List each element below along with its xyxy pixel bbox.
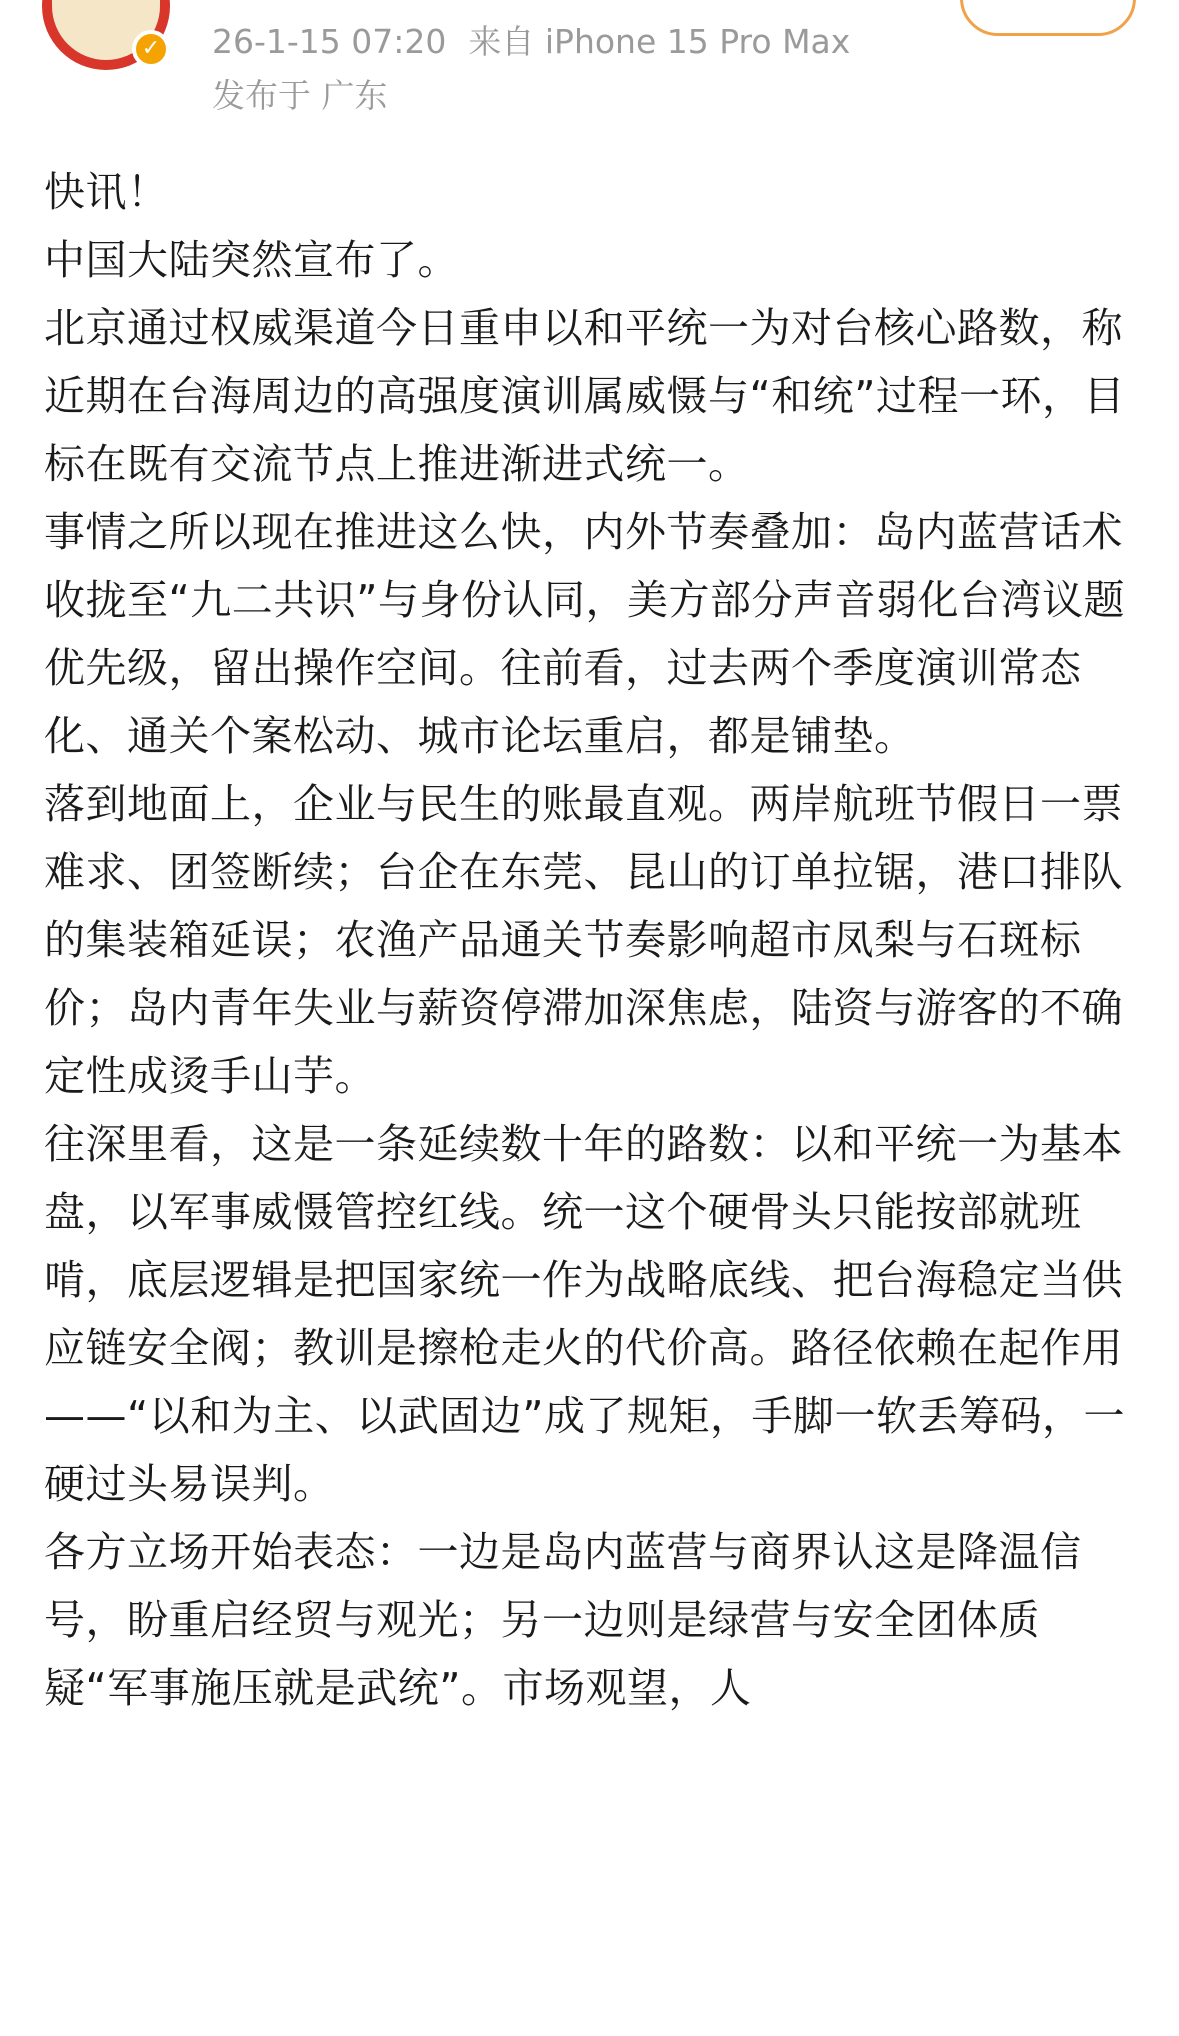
post-source: 来自 iPhone 15 Pro Max [468, 22, 851, 61]
post-paragraph: 往深里看，这是一条延续数十年的路数：以和平统一为基本盘，以军事威慑管控红线。统一这个硬骨头只能按部就班啃，底层逻辑是把国家统一作为战略底线、把台海稳定当供应链安全阀；教训是擦枪走火的代价高。路径依赖在起作用——“以和为主、以武固边”成了规矩，手脚一软丢筹码，一硬过头易误判。 [44, 1120, 1125, 1508]
post-location: 发布于 广东 [212, 76, 388, 115]
post-paragraph: 事情之所以现在推进这么快，内外节奏叠加：岛内蓝营话术收拢至“九二共识”与身份认同，美方部分声音弱化台湾议题优先级，留出操作空间。往前看，过去两个季度演训常态化、通关个案松动、城市论坛重启，都是铺垫。 [44, 508, 1125, 760]
follow-button[interactable] [960, 0, 1136, 36]
post-paragraph: 北京通过权威渠道今日重申以和平统一为对台核心路数，称近期在台海周边的高强度演训属威慑与“和统”过程一环，目标在既有交流节点上推进渐进式统一。 [44, 304, 1125, 488]
post-header [0, 0, 1179, 140]
post-paragraph: 中国大陆突然宣布了。 [44, 236, 459, 284]
post-timestamp: 26-1-15 07:20 [212, 22, 447, 61]
post-paragraph: 快讯！ [44, 168, 169, 216]
post-paragraph: 落到地面上，企业与民生的账最直观。两岸航班节假日一票难求、团签断续；台企在东莞、昆山的订单拉锯，港口排队的集装箱延误；农渔产品通关节奏影响超市凤梨与石斑标价；岛内青年失业与薪资停滞加深焦虑，陆资与游客的不确定性成烫手山芋。 [44, 780, 1123, 1100]
post-body [44, 158, 1144, 1722]
post-paragraph: 各方立场开始表态：一边是岛内蓝营与商界认这是降温信号，盼重启经贸与观光；另一边则是绿营与安全团体质疑“军事施压就是武统”。市场观望，人 [44, 1528, 1082, 1712]
verified-badge-icon: ✓ [132, 30, 170, 68]
post-meta-time [212, 22, 850, 62]
